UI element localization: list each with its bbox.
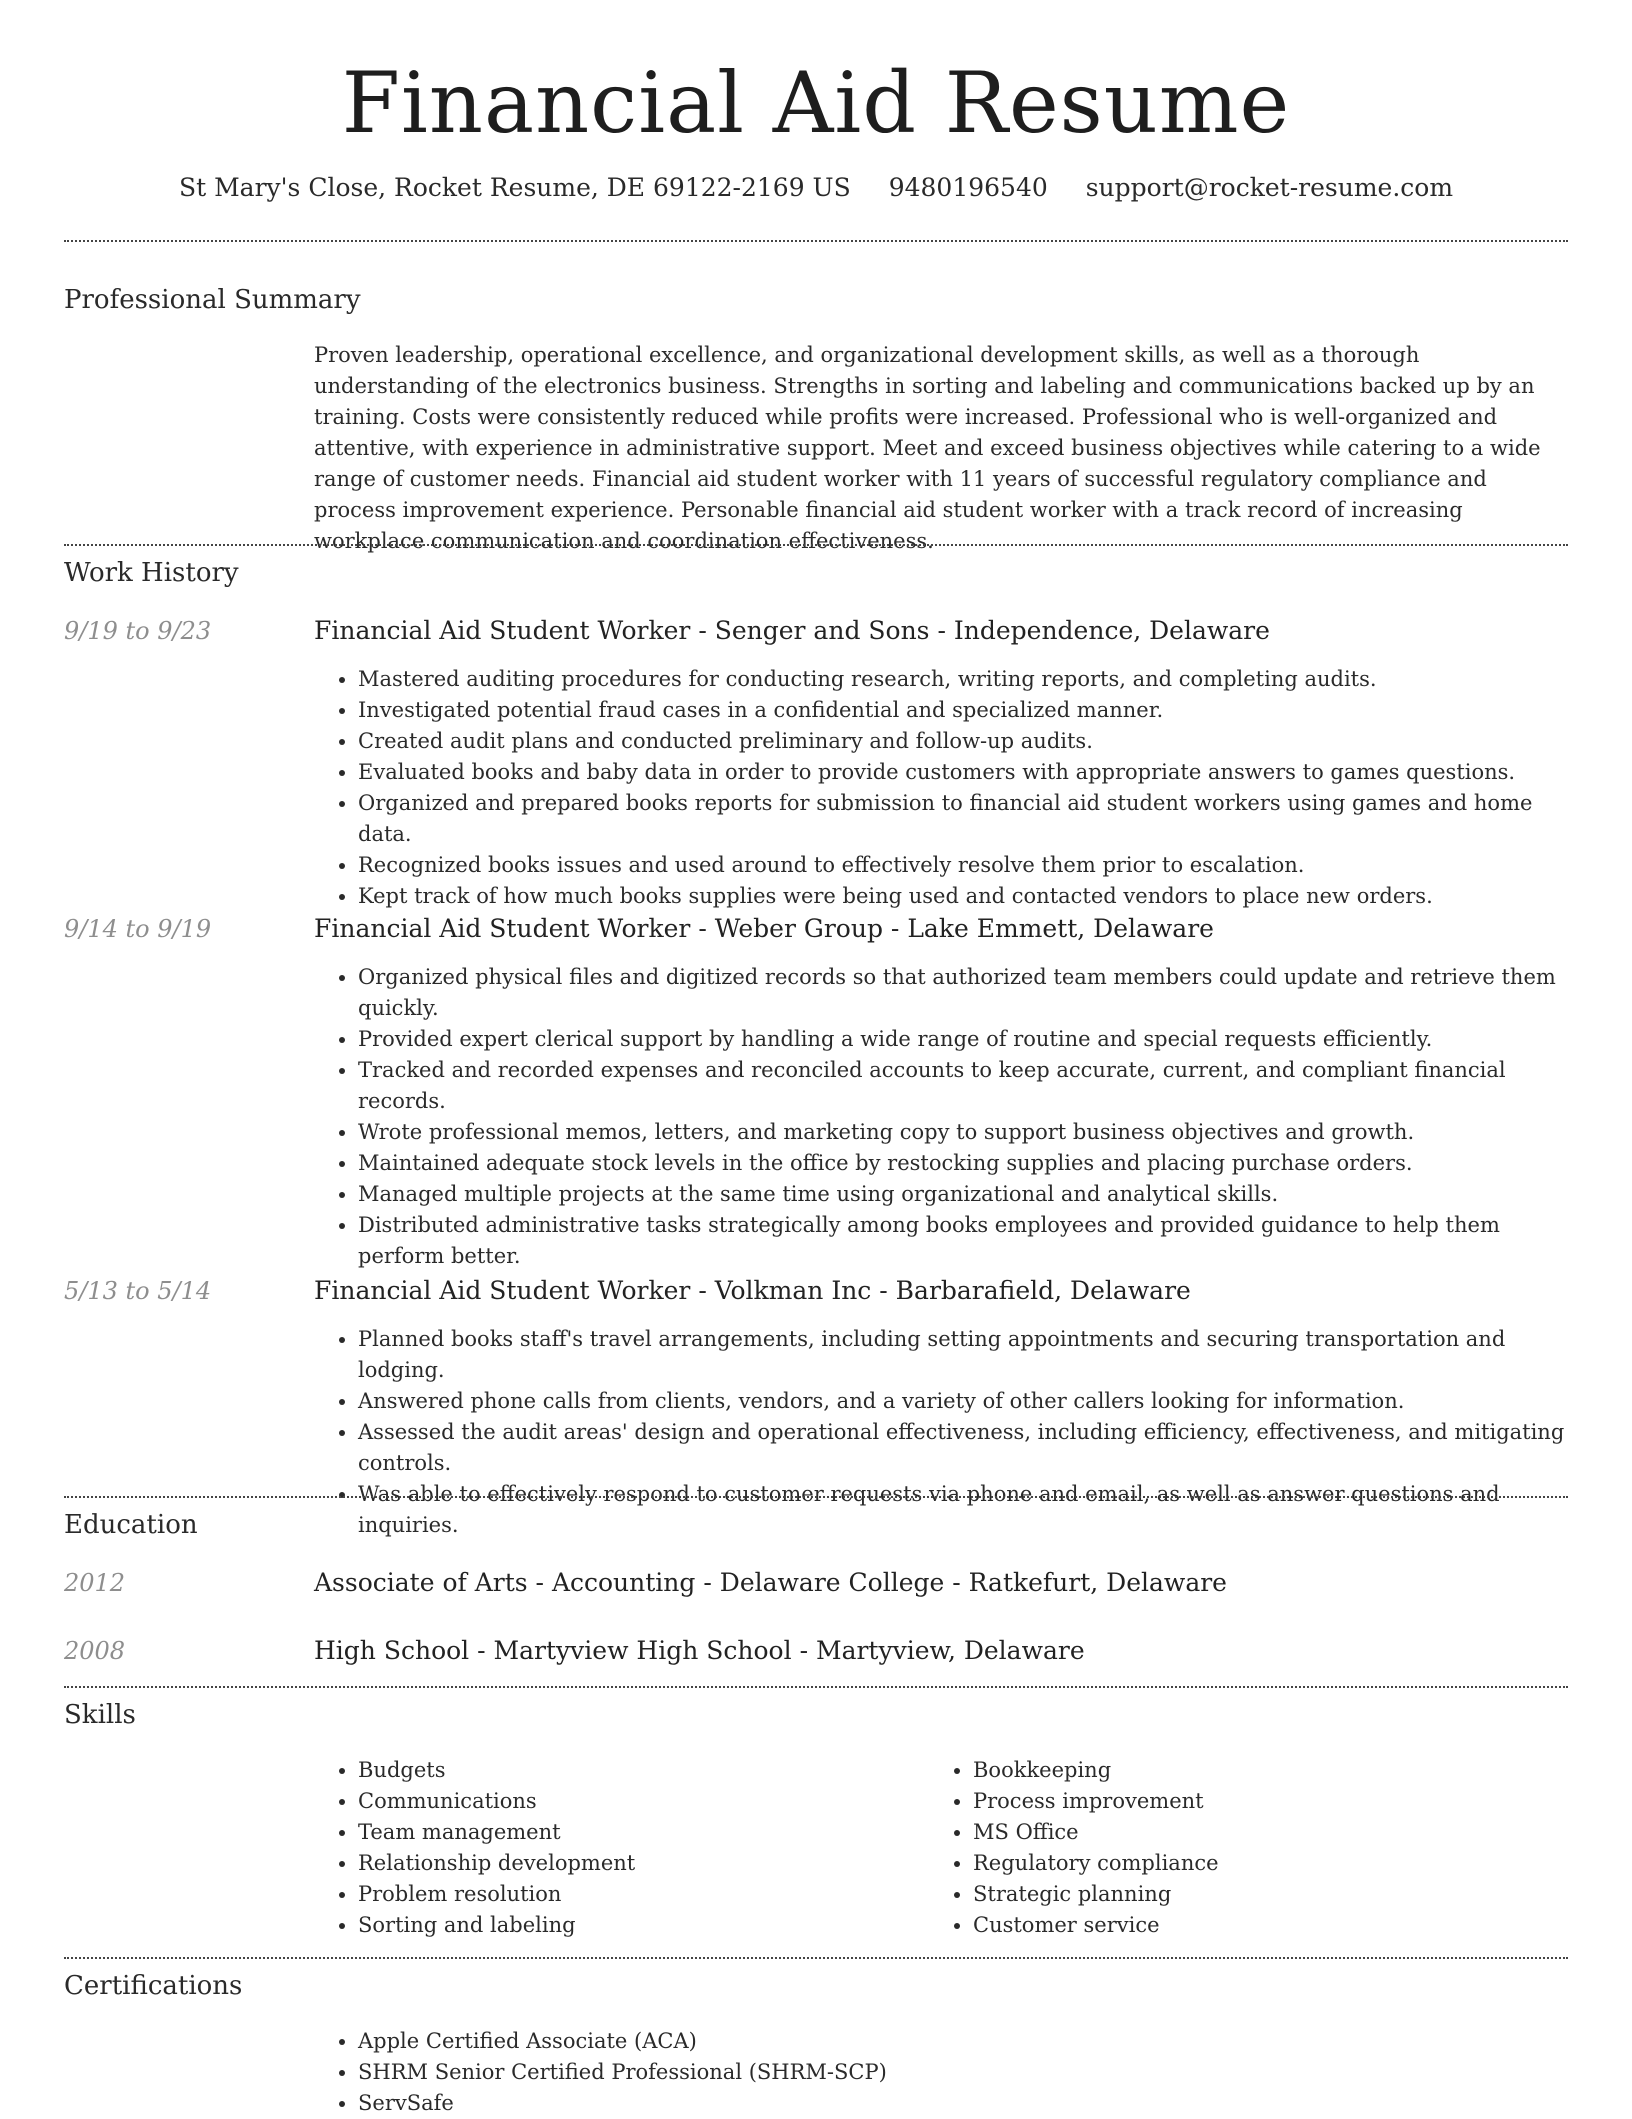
list-item: • ServSafe xyxy=(358,2088,1568,2119)
section-divider xyxy=(64,1496,1568,1498)
list-item: • Budgets xyxy=(358,1755,914,1786)
email-text: support@rocket-resume.com xyxy=(1085,173,1454,202)
list-item: • Process improvement xyxy=(973,1786,1529,1817)
section-divider xyxy=(64,240,1568,242)
school-location: Ratkefurt, Delaware xyxy=(968,1568,1227,1597)
certifications-heading: Certifications xyxy=(64,1971,243,2001)
list-item: • Communications xyxy=(358,1786,914,1817)
list-item: • Provided expert clerical support by handling a wide range of routine and special requests efficiently. xyxy=(358,1024,1568,1055)
job-bullets xyxy=(314,664,1568,912)
list-item: • Apple Certified Associate (ACA) xyxy=(358,2026,1568,2057)
section-divider xyxy=(64,1686,1568,1688)
list-item: • Tracked and recorded expenses and reconciled accounts to keep accurate, current, and compliant financial records. xyxy=(358,1055,1568,1117)
school-location: Martyview, Delaware xyxy=(815,1636,1085,1665)
job-dates: 5/13 to 5/14 xyxy=(64,1277,212,1305)
job-heading: Financial Aid Student Worker - Senger and Sons - Independence, Delaware xyxy=(314,616,1270,645)
school-text: Martyview High School xyxy=(493,1636,792,1665)
job-title: Financial Aid Student Worker xyxy=(314,914,691,943)
list-item: • Organized and prepared books reports for submission to financial aid student workers using games and home data. xyxy=(358,788,1568,850)
list-item: • Relationship development xyxy=(358,1848,914,1879)
job-company: Senger and Sons xyxy=(714,616,930,645)
education-entry: High School - Martyview High School - Martyview, Delaware xyxy=(314,1636,1085,1665)
list-item: • Mastered auditing procedures for conducting research, writing reports, and completing audits. xyxy=(358,664,1568,695)
list-item: • Managed multiple projects at the same time using organizational and analytical skills. xyxy=(358,1179,1568,1210)
degree-text: High School xyxy=(314,1636,470,1665)
job-dates: 9/14 to 9/19 xyxy=(64,915,212,943)
list-item: • Answered phone calls from clients, vendors, and a variety of other callers looking for information. xyxy=(358,1386,1568,1417)
education-year: 2008 xyxy=(64,1637,126,1665)
job-location: Independence, Delaware xyxy=(953,616,1270,645)
job-location: Lake Emmett, Delaware xyxy=(907,914,1214,943)
job-bullets xyxy=(314,962,1568,1272)
job-title: Financial Aid Student Worker xyxy=(314,616,691,645)
work-history-heading: Work History xyxy=(64,558,239,588)
skills-list-right xyxy=(929,1755,1529,1941)
list-item: • Regulatory compliance xyxy=(973,1848,1529,1879)
job-heading: Financial Aid Student Worker - Volkman Inc - Barbarafield, Delaware xyxy=(314,1276,1191,1305)
list-item: • Strategic planning xyxy=(973,1879,1529,1910)
skills-list-left xyxy=(314,1755,914,1941)
contact-line xyxy=(0,168,1632,208)
job-title: Financial Aid Student Worker xyxy=(314,1276,691,1305)
education-entry: Associate of Arts - Accounting - Delaware College - Ratkefurt, Delaware xyxy=(314,1568,1227,1597)
list-item: • Assessed the audit areas' design and operational effectiveness, including efficiency, effectiveness, and mitigating controls. xyxy=(358,1417,1568,1479)
certifications-list xyxy=(314,2026,1568,2119)
job-location: Barbarafield, Delaware xyxy=(895,1276,1191,1305)
job-company: Volkman Inc xyxy=(714,1276,872,1305)
skills-heading: Skills xyxy=(64,1700,136,1730)
list-item: • Was able to effectively respond to customer requests via phone and email, as well as answer questions and inquiries. xyxy=(358,1479,1568,1541)
list-item: • Bookkeeping xyxy=(973,1755,1529,1786)
school-text: Delaware College xyxy=(719,1568,945,1597)
education-heading: Education xyxy=(64,1510,198,1540)
job-bullets xyxy=(314,1324,1568,1541)
list-item: • MS Office xyxy=(973,1817,1529,1848)
list-item: • Customer service xyxy=(973,1910,1529,1941)
list-item: • Wrote professional memos, letters, and marketing copy to support business objectives and growth. xyxy=(358,1117,1568,1148)
list-item: • Maintained adequate stock levels in the office by restocking supplies and placing purchase orders. xyxy=(358,1148,1568,1179)
job-company: Weber Group xyxy=(714,914,883,943)
list-item: • Kept track of how much books supplies were being used and contacted vendors to place new orders. xyxy=(358,881,1568,912)
list-item: • Planned books staff's travel arrangements, including setting appointments and securing transportation and lodging. xyxy=(358,1324,1568,1386)
phone-text: 9480196540 xyxy=(888,173,1048,202)
list-item: • Recognized books issues and used around to effectively resolve them prior to escalation. xyxy=(358,850,1568,881)
list-item: • Investigated potential fraud cases in a confidential and specialized manner. xyxy=(358,695,1568,726)
degree-text: Associate of Arts xyxy=(314,1568,528,1597)
job-dates: 9/19 to 9/23 xyxy=(64,617,212,645)
list-item: • Team management xyxy=(358,1817,914,1848)
job-heading: Financial Aid Student Worker - Weber Group - Lake Emmett, Delaware xyxy=(314,914,1214,943)
education-year: 2012 xyxy=(64,1569,126,1597)
summary-heading: Professional Summary xyxy=(64,285,361,315)
section-divider xyxy=(64,544,1568,546)
list-item: • Problem resolution xyxy=(358,1879,914,1910)
address-text: St Mary's Close, Rocket Resume, DE 69122-2169 US xyxy=(178,173,851,202)
summary-text: Proven leadership, operational excellence, and organizational development skills, as well as a thorough understanding of the electronics business. Strengths in sorting and labeling and communications backed up by an training. Costs were consistently reduced while profits were increased. Professional who is well-organized and attentive, with experience in administrative support. Meet and exceed business objectives while catering to a wide range of customer needs. Financial aid student worker with 11 years of successful regulatory compliance and process improvement experience. Personable financial aid student worker with a track record of increasing workplace communication and coordination effectiveness. xyxy=(314,343,1541,553)
list-item: • Sorting and labeling xyxy=(358,1910,914,1941)
field-text: Accounting xyxy=(551,1568,696,1597)
section-divider xyxy=(64,1957,1568,1959)
resume-title: Financial Aid Resume xyxy=(341,54,1291,152)
list-item: • Distributed administrative tasks strategically among books employees and provided guidance to help them perform better. xyxy=(358,1210,1568,1272)
list-item: • Organized physical files and digitized records so that authorized team members could update and retrieve them quickly. xyxy=(358,962,1568,1024)
list-item: • Created audit plans and conducted preliminary and follow-up audits. xyxy=(358,726,1568,757)
list-item: • SHRM Senior Certified Professional (SHRM-SCP) xyxy=(358,2057,1568,2088)
list-item: • Evaluated books and baby data in order to provide customers with appropriate answers to games questions. xyxy=(358,757,1568,788)
